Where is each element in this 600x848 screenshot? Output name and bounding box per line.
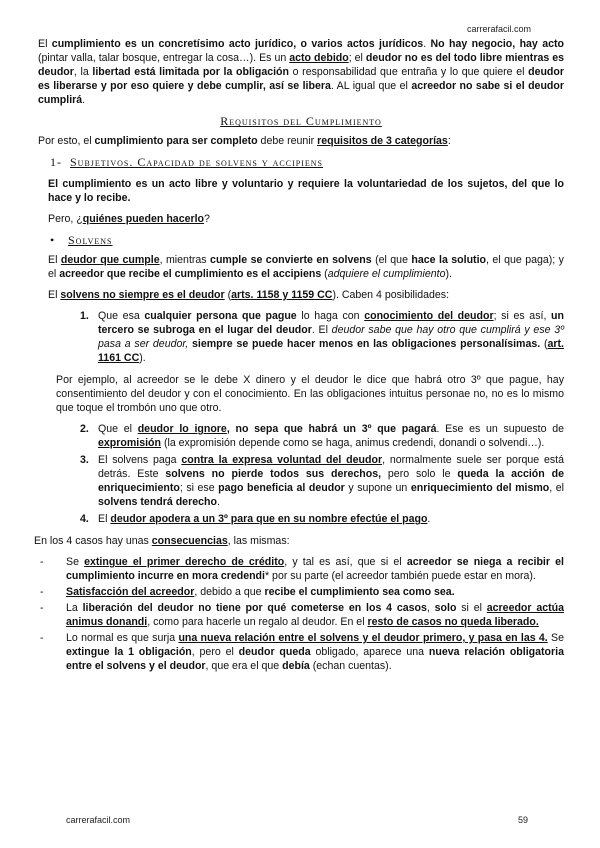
text: Por esto, el [38,135,95,147]
text: . [427,513,431,525]
consequence-item-1 [38,555,564,583]
bold-text: acreedor se niega a recibir el cumplimiento incurre en mora credendi [66,556,564,582]
bold-text: libertad está limitada por la obligación [92,66,289,78]
consequence-item-4 [38,631,564,673]
text: . El [311,324,332,336]
italic-text: adquiere el cumplimiento [327,268,446,280]
italic-text: deudor sabe que hay otro que cumplirá y ese 3º pasa a ser deudor, [98,324,564,350]
text: ; el [348,52,366,64]
text: , que era el que [205,660,283,672]
bold-text: recibe el cumplimiento sea como sea. [264,586,455,598]
bold-underlined-text: solvens no siempre es el deudor [60,289,225,301]
bold-text: siempre se puede hacer menos en las obligaciones personalísimas. [188,338,541,350]
solvens-heading [50,233,564,247]
text: , normalmente suele ser porque está detrás. Este [98,454,564,480]
bold-text: liberación del deudor no tiene por qué cometerse en los 4 casos [82,602,427,614]
bold-underlined-text: deudor que cumple [60,254,160,266]
text: . AL igual que el [330,80,412,92]
text: ; si es así, [493,310,552,322]
text: (el que [371,254,412,266]
text: ( [540,338,548,350]
cases-list-b [38,422,564,526]
bold-text: cumplimiento para ser completo [94,135,258,147]
case-item-2 [38,422,564,450]
bold-underlined-text: deudor apodera a un 3º para que en su nombre efectúe el pago [110,513,428,525]
bold-text: acreedor no sabe si el deudor cumplirá [38,80,564,106]
text: Se [66,556,85,568]
bold-text: queda la acción de enriquecimiento [98,468,564,494]
bold-underlined-text: contra la expresa voluntad del deudor [181,454,383,466]
section-title: Requisitos del Cumplimiento [220,114,382,128]
dash-marker: - [40,602,44,614]
subsection-number: 1- [50,155,62,169]
text: El solvens paga [98,454,182,466]
header-site: carrerafacil.com [466,24,531,34]
text: lo haga con [296,310,365,322]
bold-text: un tercero se subroga en el lugar del deudor [98,310,564,336]
bold-text: solvens no pierde todos sus derechos, [165,468,382,480]
bold-text: deudor no es del todo libre mientras es deudor [38,52,564,78]
case-item-4 [38,512,564,526]
text: : [447,135,451,147]
bold-text: nueva relación obligatoria entre el solvens y el deudor [66,646,564,672]
consecuencias-paragraph [34,534,564,548]
bold-text: solvens tendrá derecho [98,496,217,508]
bold-text: pago beneficia al deudor [218,482,345,494]
dash-marker: - [40,586,44,598]
text: (echan cuentas). [309,660,392,672]
consequence-item-2 [38,585,564,599]
text: , [426,602,435,614]
text: , el [549,482,564,494]
cases-list-a [38,309,564,365]
requisitos-paragraph [38,134,564,148]
bold-underlined-text: acto debido [289,52,349,64]
text: debe reunir [257,135,318,147]
bold-text: cumple se convierte en solvens [210,254,372,266]
bold-underlined-text: resto de casos no queda liberado. [367,616,539,628]
text: ? [204,213,210,225]
libre-paragraph [38,177,564,205]
bold-text: El cumplimiento es un acto libre y voluntario y requiere la voluntariedad de los sujetos, del que lo hace y lo recibe. [48,178,564,204]
bold-underlined-text: consecuencias [151,535,228,547]
bold-underlined-text: quiénes pueden hacerlo [82,213,205,225]
bold-text: debía [282,660,310,672]
bold-underlined-text: arts. 1158 y 1159 CC [231,289,333,301]
text: Que esa [98,310,145,322]
intro-paragraph [38,37,564,107]
text: , como para hacerle un regalo al deudor. En el [147,616,368,628]
solvens-paragraph [38,288,564,302]
text: Que el [98,423,138,435]
text: ). [445,268,452,280]
bold-underlined-text: conocimiento del deudor [364,310,494,322]
text: En los 4 casos hay unas [34,535,152,547]
case-item-1 [38,309,564,365]
text: . Ese es un supuesto de [436,423,565,435]
text: El [48,254,61,266]
ejemplo-paragraph: Por ejemplo, al acreedor se le debe X dinero y el deudor le dice que habrá otro 3º que pague, hay consentimiento del deudor y con el conocimiento. En las obligaciones intuitus personae no, no es lo mismo que toque el trombón uno que otro. [56,374,564,414]
bold-underlined-text: requisitos de 3 categorías [317,135,448,147]
consequences-list [38,555,564,673]
text: ; si ese [179,482,219,494]
text: La [66,602,83,614]
bold-text: solo [434,602,457,614]
text: , la [73,66,93,78]
page-content [34,37,565,675]
text: ). [139,352,146,364]
bold-text: cumplimiento es un concretísimo acto jurídico, o varios actos jurídicos [51,38,424,50]
bold-underlined-text: art. 1161 CC [98,338,565,364]
quienes-paragraph [38,212,564,226]
case-number: 2. [80,423,89,435]
text: , y tal es así, que si el [284,556,407,568]
text: , debido a que [194,586,265,598]
text: (pintar valla, talar bosque, entregar la cosa…). Es un [38,52,290,64]
bold-underlined-text: una nueva relación entre el solvens y el deudor primero, y pasa en las 4. [178,632,548,644]
bold-text: enriquecimiento del mismo [410,482,550,494]
dash-marker: - [40,632,44,644]
deudor-paragraph [38,253,564,281]
text: , mientras [159,254,211,266]
consequence-item-3 [38,601,564,629]
text: El [48,289,61,301]
text: ). Caben 4 posibilidades: [332,289,450,301]
solvens-title: Solvens [68,233,113,247]
bold-underlined-text: extingue el primer derecho de crédito [84,556,285,568]
case-number: 1. [80,310,89,322]
text: ( [224,289,232,301]
text: , el que paga); y el [48,254,564,280]
bold-underlined-text: acreedor actúa animus donandi [66,602,565,628]
text: obligado, aparece una [310,646,429,658]
bold-underlined-text: Satisfacción del acreedor [66,586,195,598]
text: El [98,513,111,525]
case-item-3 [38,453,564,509]
subsection-heading [50,155,564,169]
bold-underlined-text: deudor lo ignore [137,423,227,435]
text: Se [547,632,564,644]
bold-text: extingue la 1 obligación [66,646,192,658]
text: * por su parte (el acreedor también puede estar en mora). [264,570,536,582]
text: . [423,38,431,50]
bullet-marker: • [50,233,56,247]
bold-text: No hay negocio, hay acto [430,38,564,50]
subsection-title: Subjetivos. Capacidad de solvens y accipiens [70,155,323,169]
text: Lo normal es que surja [66,632,179,644]
text: , pero el [191,646,239,658]
text: o responsabilidad que entraña y lo que quiere el [289,66,529,78]
text: si el [456,602,487,614]
text: . [82,94,86,106]
bold-text: deudor queda [238,646,311,658]
bold-text: deudor es liberarse y por eso quiere y debe cumplir, así se libera [38,66,564,92]
text: y supone un [344,482,411,494]
case-number: 3. [80,454,89,466]
dash-marker: - [40,556,44,568]
page-number: 59 [518,815,529,825]
bold-text: acreedor que recibe el cumplimiento es el accipiens [59,268,322,280]
text: pero solo le [381,468,458,480]
text: . [216,496,220,508]
footer-site: carrerafacil.com [66,815,131,825]
text: Pero, ¿ [48,213,83,225]
bold-underlined-text: expromisión [98,437,161,449]
text: (la expromisión depende como se haga, animus credendi, donandi o solvendi…). [161,437,545,449]
text: , las mismas: [227,535,290,547]
bold-text: , no sepa que habrá un 3º que pagará [226,423,437,435]
bold-text: cualquier persona que pague [144,310,297,322]
text: El [38,38,52,50]
text: ( [321,268,328,280]
bold-text: hace la solutio [411,254,486,266]
case-number: 4. [80,513,89,525]
